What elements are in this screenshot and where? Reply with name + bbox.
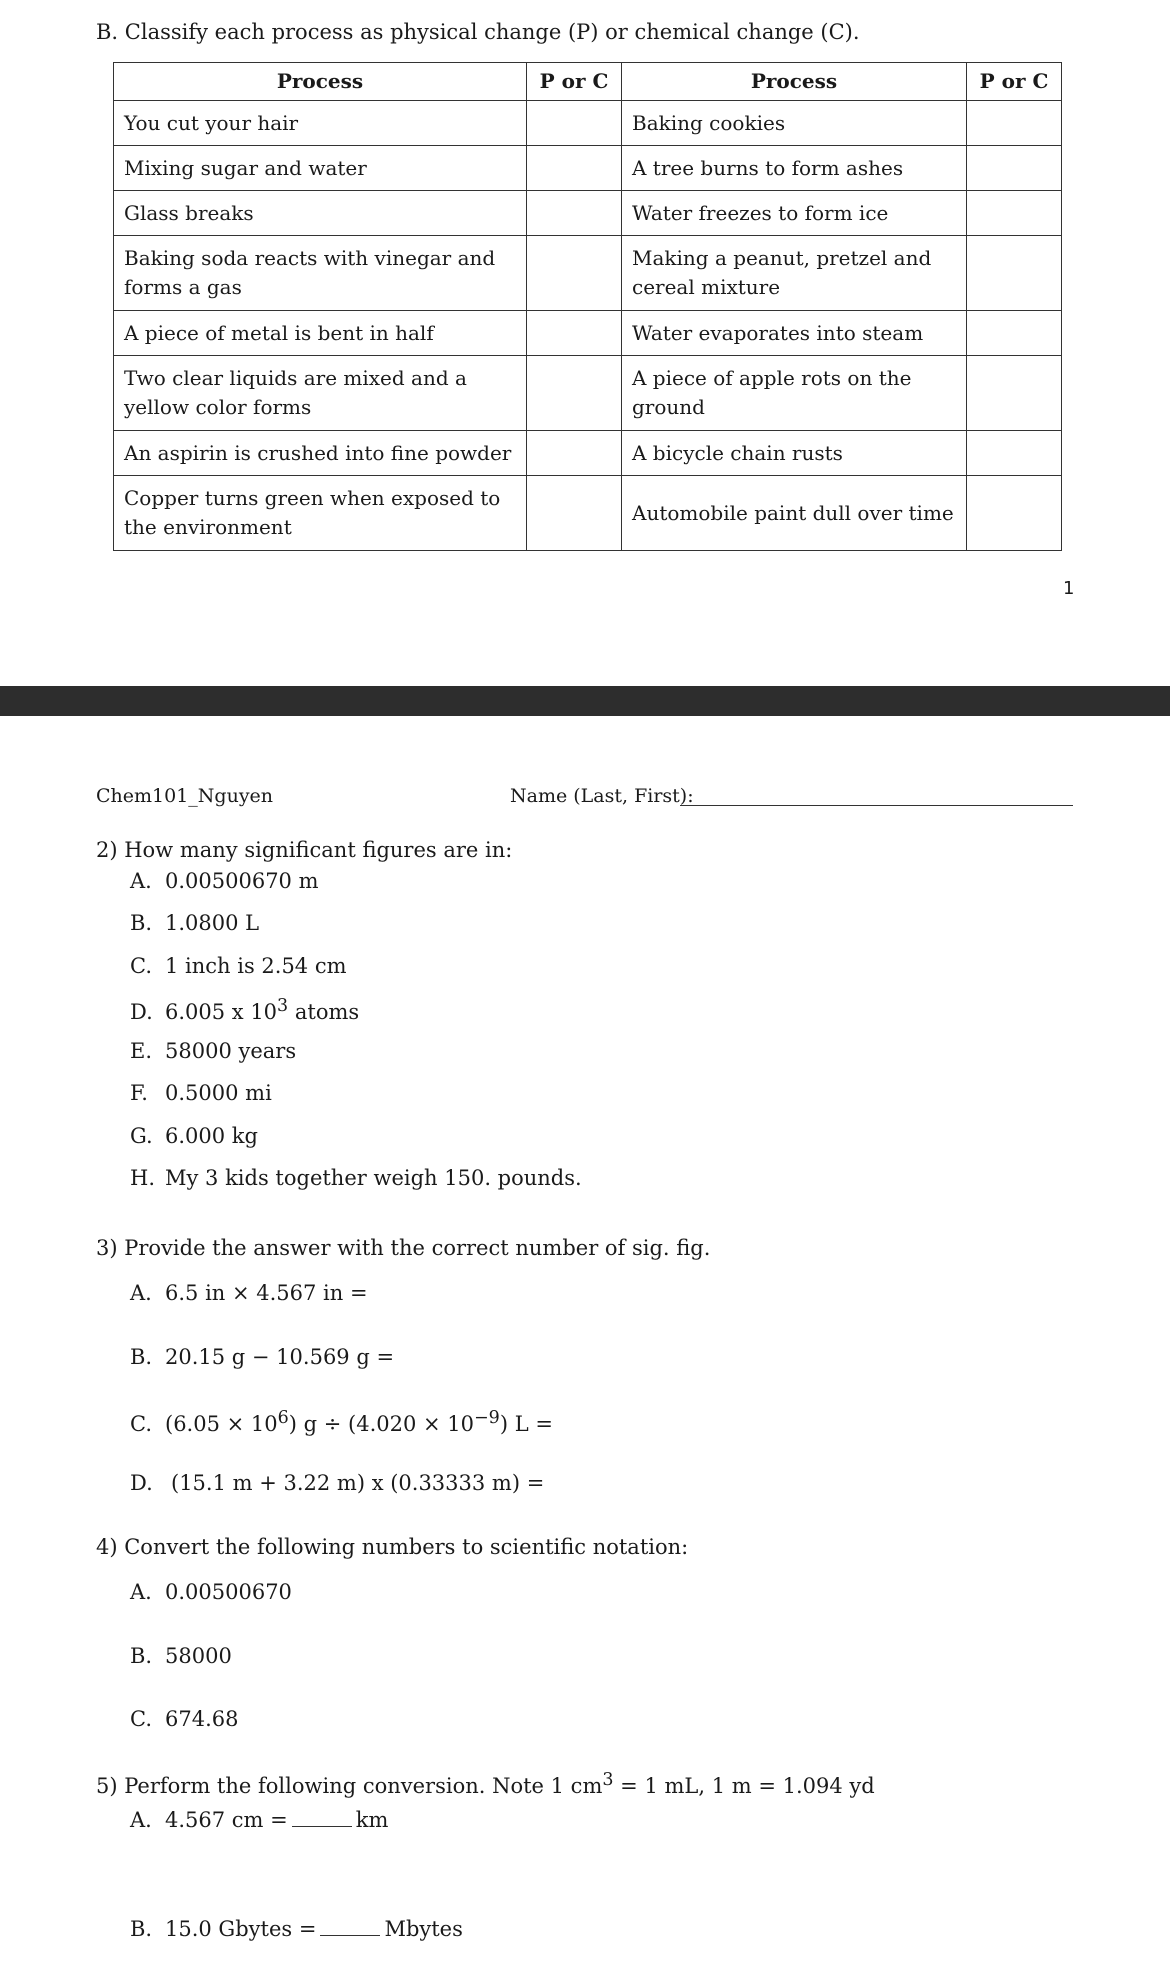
- process-cell: Copper turns green when exposed to the environment: [114, 476, 527, 551]
- item-text: (6.05 × 10: [165, 1412, 278, 1436]
- item-letter: E.: [130, 1039, 153, 1063]
- item-text: 15.0 Gbytes =: [165, 1917, 317, 1941]
- process-cell: A piece of metal is bent in half: [114, 311, 527, 356]
- question-4-heading: 4) Convert the following numbers to scientific notation:: [96, 1535, 689, 1559]
- answer-cell[interactable]: [967, 431, 1062, 476]
- item-letter: B.: [130, 911, 153, 935]
- answer-cell[interactable]: [527, 236, 622, 311]
- item-text-suffix: ) L =: [499, 1412, 553, 1436]
- item-letter: D.: [130, 1471, 153, 1495]
- p-or-c-column-header: P or C: [527, 63, 622, 101]
- unit-text: km: [355, 1808, 389, 1832]
- item-text-suffix: atoms: [288, 1000, 360, 1024]
- q3-item-b: [130, 1345, 394, 1369]
- page-number: 1: [1063, 578, 1075, 599]
- q5-item-a: [130, 1808, 388, 1832]
- item-text: (15.1 m + 3.22 m) x (0.33333 m) =: [171, 1471, 545, 1495]
- item-text: 20.15 g − 10.569 g =: [165, 1345, 395, 1369]
- item-text: 4.567 cm =: [165, 1808, 288, 1832]
- q2-item-c: [130, 954, 347, 978]
- heading-text: 5) Perform the following conversion. Note 1 cm: [96, 1774, 603, 1798]
- item-letter: B.: [130, 1345, 153, 1369]
- item-letter: D.: [130, 1000, 153, 1024]
- process-cell: Water freezes to form ice: [622, 191, 967, 236]
- item-text: 6.000 kg: [165, 1124, 258, 1148]
- answer-cell[interactable]: [967, 236, 1062, 311]
- item-letter: B.: [130, 1917, 153, 1941]
- q2-item-e: [130, 1039, 296, 1063]
- answer-cell[interactable]: [967, 146, 1062, 191]
- answer-cell[interactable]: [967, 356, 1062, 431]
- question-5-heading: [96, 1770, 875, 1798]
- item-letter: B.: [130, 1644, 153, 1668]
- q4-item-c: [130, 1707, 238, 1731]
- p-or-c-column-header-2: P or C: [967, 63, 1062, 101]
- table-row: [114, 146, 1062, 191]
- answer-cell[interactable]: [967, 191, 1062, 236]
- q2-item-g: [130, 1124, 258, 1148]
- classification-table: [113, 62, 1062, 551]
- process-cell: Glass breaks: [114, 191, 527, 236]
- process-cell: A piece of apple rots on the ground: [622, 356, 967, 431]
- item-letter: A.: [130, 1808, 152, 1832]
- table-row: [114, 431, 1062, 476]
- item-letter: A.: [130, 869, 152, 893]
- table-header-row: [114, 63, 1062, 101]
- heading-text-suffix: = 1 mL, 1 m = 1.094 yd: [613, 1774, 875, 1798]
- process-cell: A tree burns to form ashes: [622, 146, 967, 191]
- item-letter: A.: [130, 1580, 152, 1604]
- name-input-line[interactable]: [680, 805, 1073, 806]
- item-text: 0.00500670: [165, 1580, 292, 1604]
- answer-cell[interactable]: [527, 191, 622, 236]
- item-text: 0.5000 mi: [165, 1081, 272, 1105]
- process-cell: Two clear liquids are mixed and a yellow color forms: [114, 356, 527, 431]
- q4-item-b: [130, 1644, 232, 1668]
- item-text: 0.00500670 m: [165, 869, 319, 893]
- q3-item-d: [130, 1471, 544, 1495]
- table-row: [114, 476, 1062, 551]
- item-text: 58000: [165, 1644, 232, 1668]
- answer-cell[interactable]: [967, 476, 1062, 551]
- process-cell: You cut your hair: [114, 101, 527, 146]
- answer-blank[interactable]: [292, 1826, 352, 1827]
- answer-cell[interactable]: [527, 146, 622, 191]
- q3-item-c: [130, 1408, 553, 1436]
- item-letter: C.: [130, 1707, 152, 1731]
- item-text: 58000 years: [165, 1039, 297, 1063]
- exponent: 6: [277, 1408, 289, 1428]
- process-column-header: Process: [114, 63, 527, 101]
- item-text: 1.0800 L: [165, 911, 260, 935]
- answer-cell[interactable]: [527, 431, 622, 476]
- process-cell: A bicycle chain rusts: [622, 431, 967, 476]
- q3-item-a: [130, 1281, 368, 1305]
- section-b-heading: B. Classify each process as physical change (P) or chemical change (C).: [96, 20, 860, 44]
- process-cell: Baking cookies: [622, 101, 967, 146]
- exponent: −9: [474, 1408, 500, 1428]
- q2-item-a: [130, 869, 319, 893]
- item-letter: F.: [130, 1081, 148, 1105]
- page-divider: [0, 686, 1170, 716]
- answer-blank[interactable]: [320, 1935, 380, 1936]
- process-cell: Mixing sugar and water: [114, 146, 527, 191]
- item-letter: G.: [130, 1124, 153, 1148]
- table-row: [114, 236, 1062, 311]
- table-row: [114, 311, 1062, 356]
- process-cell: Water evaporates into steam: [622, 311, 967, 356]
- answer-cell[interactable]: [967, 311, 1062, 356]
- answer-cell[interactable]: [527, 311, 622, 356]
- table-row: [114, 191, 1062, 236]
- exponent: 3: [602, 1770, 614, 1790]
- item-text: 6.005 x 10: [165, 1000, 278, 1024]
- process-cell: Making a peanut, pretzel and cereal mixture: [622, 236, 967, 311]
- process-cell: Baking soda reacts with vinegar and forms a gas: [114, 236, 527, 311]
- q4-item-a: [130, 1580, 292, 1604]
- answer-cell[interactable]: [527, 101, 622, 146]
- item-letter: C.: [130, 954, 152, 978]
- q2-item-h: [130, 1166, 582, 1190]
- process-cell: An aspirin is crushed into fine powder: [114, 431, 527, 476]
- q5-item-b: [130, 1917, 463, 1941]
- q2-item-f: [130, 1081, 272, 1105]
- unit-text: Mbytes: [384, 1917, 463, 1941]
- process-column-header-2: Process: [622, 63, 967, 101]
- exponent: 3: [277, 996, 289, 1016]
- course-label: Chem101_Nguyen: [96, 785, 274, 807]
- item-text-middle: ) g ÷ (4.020 × 10: [288, 1412, 475, 1436]
- item-letter: H.: [130, 1166, 155, 1190]
- answer-cell[interactable]: [527, 476, 622, 551]
- answer-cell[interactable]: [527, 356, 622, 431]
- table-row: [114, 101, 1062, 146]
- item-text: My 3 kids together weigh 150. pounds.: [165, 1166, 582, 1190]
- question-3-heading: 3) Provide the answer with the correct number of sig. fig.: [96, 1236, 711, 1260]
- q2-item-d: [130, 996, 359, 1024]
- table-row: [114, 356, 1062, 431]
- item-letter: A.: [130, 1281, 152, 1305]
- item-text: 674.68: [165, 1707, 239, 1731]
- q2-item-b: [130, 911, 259, 935]
- item-text: 6.5 in × 4.567 in =: [165, 1281, 368, 1305]
- item-letter: C.: [130, 1412, 152, 1436]
- item-text: 1 inch is 2.54 cm: [165, 954, 347, 978]
- question-2-heading: 2) How many significant figures are in:: [96, 838, 513, 862]
- name-label: Name (Last, First):: [510, 785, 694, 807]
- answer-cell[interactable]: [967, 101, 1062, 146]
- process-cell: Automobile paint dull over time: [622, 476, 967, 551]
